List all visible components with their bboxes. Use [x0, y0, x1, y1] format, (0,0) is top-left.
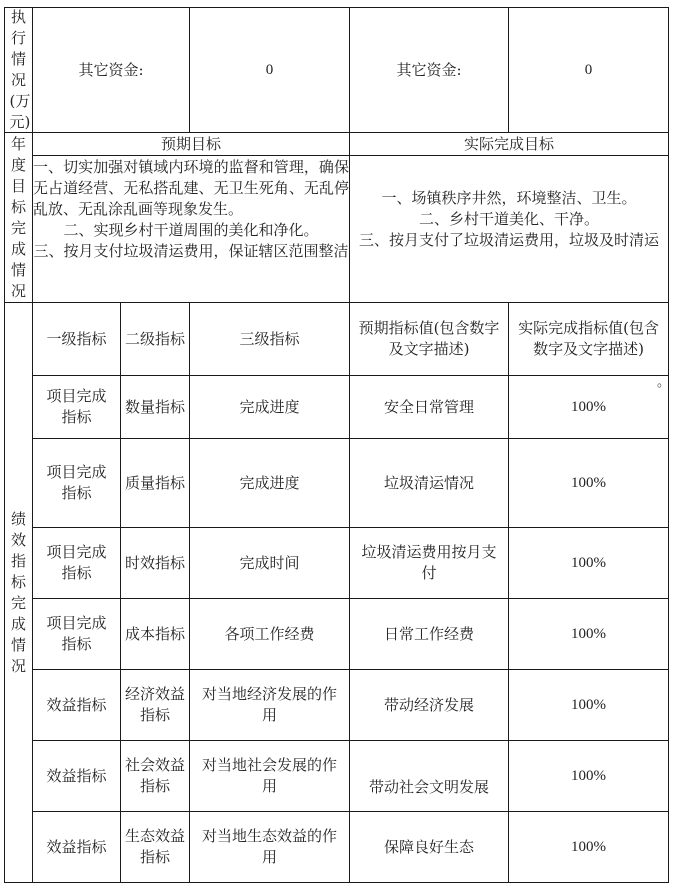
row-level1: 效益指标 — [46, 695, 107, 714]
row-level3: 对当地经济发展的作用 — [201, 685, 337, 724]
row-level3: 完成进度 — [239, 473, 300, 492]
annual-goals-label: 年度目标完成情况 — [10, 134, 26, 300]
row-actual: 100% — [571, 625, 606, 642]
row-expected: 带动社会文明发展 — [368, 777, 489, 796]
row-level2: 数量指标 — [124, 397, 185, 416]
row-level1: 项目完成指标 — [46, 614, 107, 653]
row-level3: 完成时间 — [239, 553, 300, 572]
row-expected: 安全日常管理 — [383, 397, 474, 416]
row-level1: 效益指标 — [46, 766, 107, 785]
row-level1: 项目完成指标 — [46, 543, 107, 582]
row-actual: 100% — [571, 398, 606, 415]
row-actual: 100% — [571, 554, 606, 571]
row-level3: 对当地社会发展的作用 — [201, 756, 337, 795]
exec-left-key: 其它资金: — [78, 60, 144, 79]
row-level2: 成本指标 — [124, 624, 185, 643]
stray-mark: 。 — [657, 375, 671, 390]
row-expected: 带动经济发展 — [383, 695, 474, 714]
row-actual: 100% — [571, 767, 606, 784]
exec-left-value: 0 — [265, 61, 274, 78]
row-actual: 100% — [571, 474, 606, 491]
row-level1: 项目完成指标 — [46, 463, 107, 502]
row-expected: 日常工作经费 — [383, 624, 474, 643]
row-level2: 生态效益指标 — [124, 827, 185, 866]
row-level3: 完成进度 — [239, 397, 300, 416]
row-expected: 垃圾清运情况 — [383, 473, 474, 492]
grid-line — [4, 882, 668, 883]
header-level2: 二级指标 — [124, 329, 185, 348]
performance-label: 绩效指标完成情况 — [10, 509, 26, 675]
header-actual: 实际完成指标值(包含数字及文字描述) — [518, 319, 659, 358]
row-level2: 时效指标 — [124, 553, 185, 572]
grid-line — [32, 155, 668, 156]
exec-section-label: 执行情况(万元) — [9, 8, 31, 131]
actual-goals-header: 实际完成目标 — [463, 134, 554, 153]
row-expected: 垃圾清运费用按月支付 — [361, 543, 497, 582]
actual-goals-text: 一、场镇秩序井然，环境整洁、卫生。 二、乡村干道美化、干净。 三、按月支付了垃圾清运费用，垃圾及时清运 — [358, 189, 659, 249]
exec-right-value: 0 — [584, 61, 593, 78]
row-level2: 社会效益指标 — [124, 756, 185, 795]
row-level2: 质量指标 — [124, 473, 185, 492]
grid-line — [668, 7, 669, 883]
expected-goals-header: 预期目标 — [160, 134, 221, 153]
row-level3: 各项工作经费 — [224, 624, 315, 643]
header-expected: 预期指标值(包含数字及文字描述) — [358, 319, 500, 358]
row-actual: 100% — [571, 838, 606, 855]
row-actual: 100% — [571, 696, 606, 713]
header-level1: 一级指标 — [46, 329, 107, 348]
row-expected: 保障良好生态 — [383, 837, 474, 856]
row-level2: 经济效益指标 — [124, 685, 185, 724]
row-level3: 对当地生态效益的作用 — [201, 827, 337, 866]
row-level1: 效益指标 — [46, 837, 107, 856]
expected-goals-text: 一、切实加强对镇域内环境的监督和管理，确保无占道经营、无私搭乱建、无卫生死角、无乱停乱放、无乱涂乱画等现象发生。 二、实现乡村干道周围的美化和净化。 三、按月支付垃圾清运费用，保证辖区范围整洁 — [33, 158, 349, 260]
header-level3: 三级指标 — [239, 329, 300, 348]
exec-right-key: 其它资金: — [396, 60, 462, 79]
row-level1: 项目完成指标 — [46, 387, 107, 426]
